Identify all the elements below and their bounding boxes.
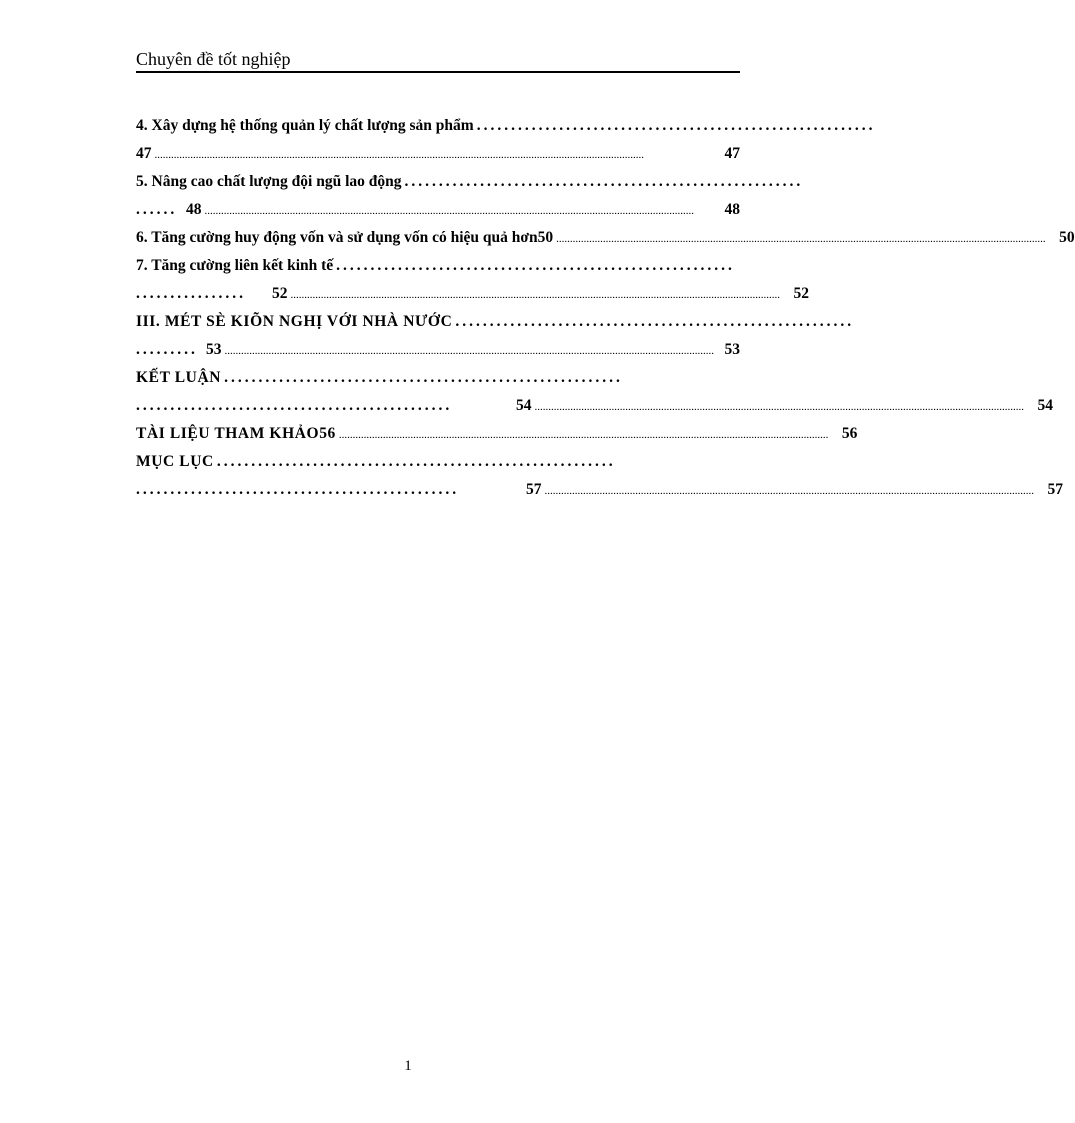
dot-leader: ..........................................................	[336, 257, 735, 274]
toc-entry-text: III. MÉT SÈ KIÕN NGHỊ VỚI NHÀ NƯỚC	[136, 313, 453, 330]
dot-leader: ..................................................................................................................................................................................	[544, 485, 1034, 497]
toc-entry-4-line1[interactable]	[136, 112, 876, 140]
toc-entry-7-line1[interactable]	[136, 252, 740, 280]
dot-leader: ..................................................................................................................................................................................	[556, 233, 1046, 245]
dot-leader: ...............................................	[136, 481, 460, 498]
table-of-contents	[136, 112, 1075, 504]
toc-entry-text: 6. Tăng cường huy động vốn và sử dụng vốn có hiệu quả hơn50	[136, 229, 554, 246]
toc-entry-4-line2[interactable]	[136, 140, 740, 168]
toc-entry-page: 57	[1047, 481, 1063, 498]
toc-entry-cont-page: 52	[272, 285, 288, 302]
dot-leader: ..........................................................	[224, 369, 623, 386]
toc-entry-page: 56	[841, 425, 858, 442]
toc-entry-page: 52	[793, 285, 809, 302]
toc-entry-text: KẾT LUẬN	[136, 369, 222, 386]
dot-leader: ..............................................	[136, 397, 453, 414]
toc-entry-cont-page: 54	[516, 397, 532, 414]
dot-leader: ................	[136, 285, 246, 302]
page-header-title: Chuyên đề tốt nghiệp	[136, 49, 291, 69]
toc-entry-text: 4. Xây dựng hệ thống quản lý chất lượng sản phẩm	[136, 117, 474, 134]
toc-entry-5-line2[interactable]	[136, 196, 740, 224]
dot-leader: ..........................................................	[404, 173, 804, 190]
dot-leader: ..................................................................................................................................................................................	[204, 205, 694, 217]
toc-entry-muc-luc-line1[interactable]	[136, 448, 740, 476]
dot-leader: ..................................................................................................................................................................................	[290, 289, 780, 301]
toc-entry-muc-luc-line2[interactable]	[136, 476, 1063, 504]
toc-entry-text: 7. Tăng cường liên kết kinh tế	[136, 257, 334, 274]
toc-entry-text: 5. Nâng cao chất lượng đội ngũ lao động	[136, 173, 402, 190]
toc-entry-ket-luan-line1[interactable]	[136, 364, 740, 392]
dot-leader: ..................................................................................................................................................................................	[224, 345, 714, 357]
toc-entry-7-line2[interactable]	[136, 280, 809, 308]
toc-entry-ket-luan-line2[interactable]	[136, 392, 1053, 420]
toc-entry-5-line1[interactable]	[136, 168, 804, 196]
header-rule	[136, 71, 740, 73]
toc-entry-6[interactable]	[136, 224, 1075, 252]
toc-entry-III-line1[interactable]	[136, 308, 855, 336]
dot-leader: ..........................................................	[476, 117, 876, 134]
toc-entry-text: MỤC LỤC	[136, 453, 214, 470]
toc-entry-text: TÀI LIỆU THAM KHẢO56	[136, 425, 336, 442]
toc-entry-page: 50	[1059, 229, 1075, 246]
dot-leader: .........	[136, 341, 198, 358]
dot-leader: ..................................................................................................................................................................................	[154, 149, 644, 161]
toc-entry-page: 47	[724, 145, 740, 162]
toc-entry-page: 53	[724, 341, 740, 358]
dot-leader: ..................................................................................................................................................................................	[534, 401, 1024, 413]
toc-entry-cont-page: 53	[206, 341, 222, 358]
toc-entry-tai-lieu[interactable]	[136, 420, 858, 448]
dot-leader: ..........................................................	[216, 453, 616, 470]
toc-entry-cont-page: 48	[186, 201, 202, 218]
toc-entry-page: 48	[724, 201, 740, 218]
dot-leader: ..................................................................................................................................................................................	[338, 429, 829, 441]
toc-entry-page: 54	[1037, 397, 1053, 414]
dot-leader: ..........................................................	[455, 313, 855, 330]
toc-entry-cont-page: 57	[526, 481, 542, 498]
dot-leader: ......	[136, 201, 178, 218]
toc-entry-cont-page: 47	[136, 145, 152, 162]
toc-entry-III-line2[interactable]	[136, 336, 740, 364]
page-number: 1	[404, 1058, 412, 1074]
